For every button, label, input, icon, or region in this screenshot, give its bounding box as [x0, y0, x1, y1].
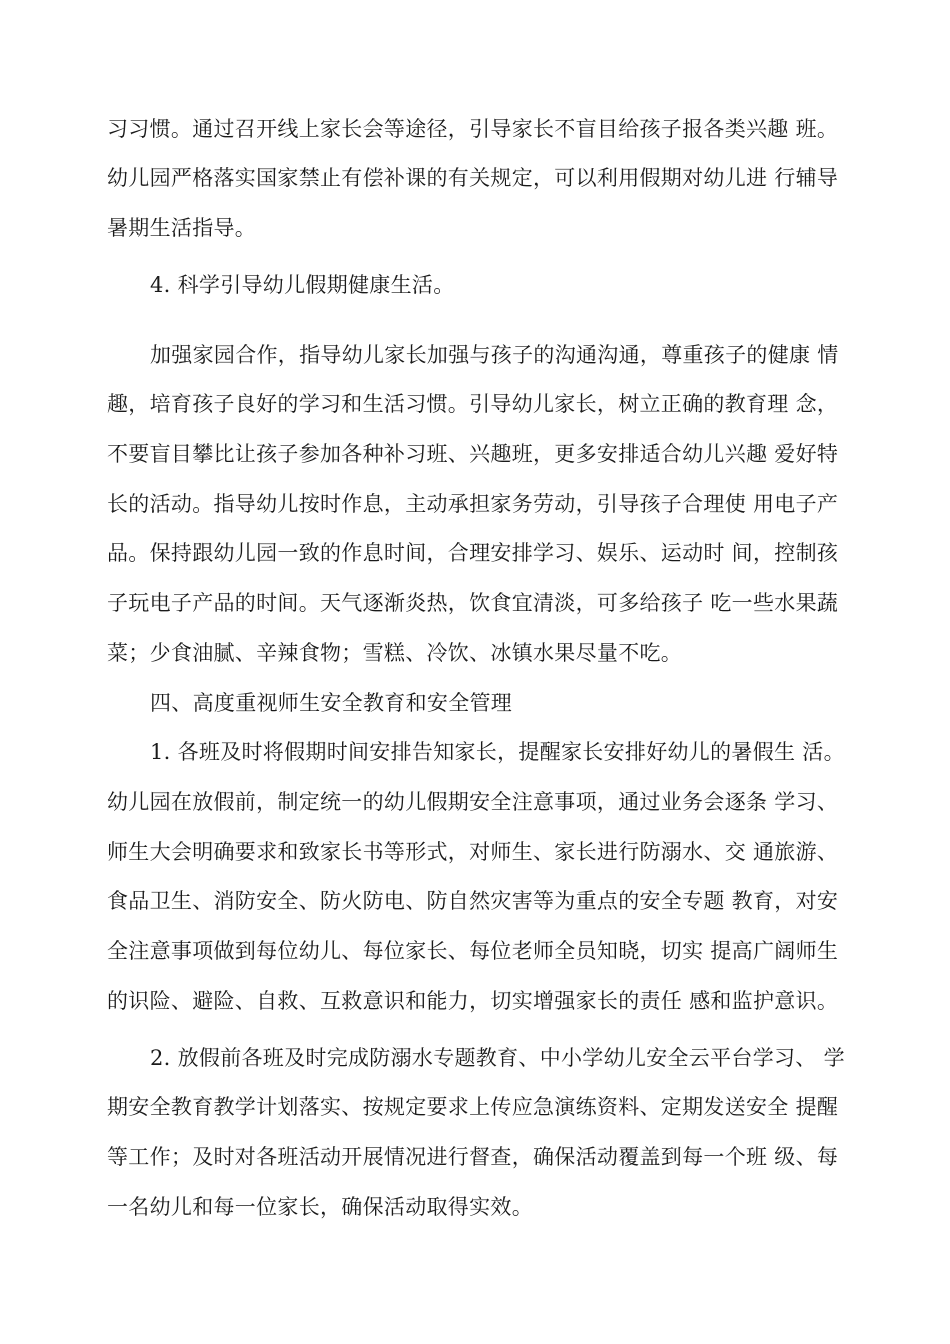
text-line: 师生大会明确要求和致家长书等形式，对师生、家长进行防溺水、交 通旅游、 [107, 840, 839, 864]
section-heading: 四、高度重视师生安全教育和安全管理 [150, 691, 513, 715]
text-line: 的识险、避险、自救、互救意识和能力，切实增强家长的责任 感和监护意识。 [107, 989, 839, 1013]
text-line: 食品卫生、消防安全、防火防电、防自然灾害等为重点的安全专题 教育，对安 [107, 889, 839, 913]
text-line: 暑期生活指导。 [107, 216, 257, 240]
text-line: 子玩电子产品的时间。天气逐渐炎热，饮食宜清淡，可多给孩子 吃一些水果蔬 [107, 591, 839, 615]
text-line: 品。保持跟幼儿园一致的作息时间，合理安排学习、娱乐、运动时 间，控制孩 [107, 541, 839, 565]
paragraph-start: 1. 各班及时将假期时间安排告知家长，提醒家长安排好幼儿的暑假生 活。 [150, 740, 845, 764]
text-line: 期安全教育教学计划落实、按规定要求上传应急演练资料、定期发送安全 提醒 [107, 1095, 839, 1119]
text-line: 菜；少食油腻、辛辣食物；雪糕、冷饮、冰镇水果尽量不吃。 [107, 641, 683, 665]
text-line: 不要盲目攀比让孩子参加各种补习班、兴趣班，更多安排适合幼儿兴趣 爱好特 [107, 442, 839, 466]
text-line: 等工作；及时对各班活动开展情况进行督查，确保活动覆盖到每一个班 级、每 [107, 1145, 839, 1169]
text-line: 长的活动。指导幼儿按时作息，主动承担家务劳动，引导孩子合理使 用电子产 [107, 492, 839, 516]
paragraph-start: 2. 放假前各班及时完成防溺水专题教育、中小学幼儿安全云平台学习、 学 [150, 1046, 845, 1070]
text-line: 全注意事项做到每位幼儿、每位家长、每位老师全员知晓，切实 提高广阔师生 [107, 939, 839, 963]
text-line: 幼儿园在放假前，制定统一的幼儿假期安全注意事项，通过业务会逐条 学习、 [107, 790, 839, 814]
section-heading: 4. 科学引导幼儿假期健康生活。 [150, 273, 455, 297]
text-line: 习习惯。通过召开线上家长会等途径，引导家长不盲目给孩子报各类兴趣 班。 [107, 117, 839, 141]
text-line: 趣，培育孩子良好的学习和生活习惯。引导幼儿家长，树立正确的教育理 念， [107, 392, 839, 416]
text-line: 幼儿园严格落实国家禁止有偿补课的有关规定，可以利用假期对幼儿进 行辅导 [107, 166, 839, 190]
text-line: 一名幼儿和每一位家长，确保活动取得实效。 [107, 1195, 533, 1219]
paragraph-start: 加强家园合作，指导幼儿家长加强与孩子的沟通沟通，尊重孩子的健康 情 [150, 343, 839, 367]
